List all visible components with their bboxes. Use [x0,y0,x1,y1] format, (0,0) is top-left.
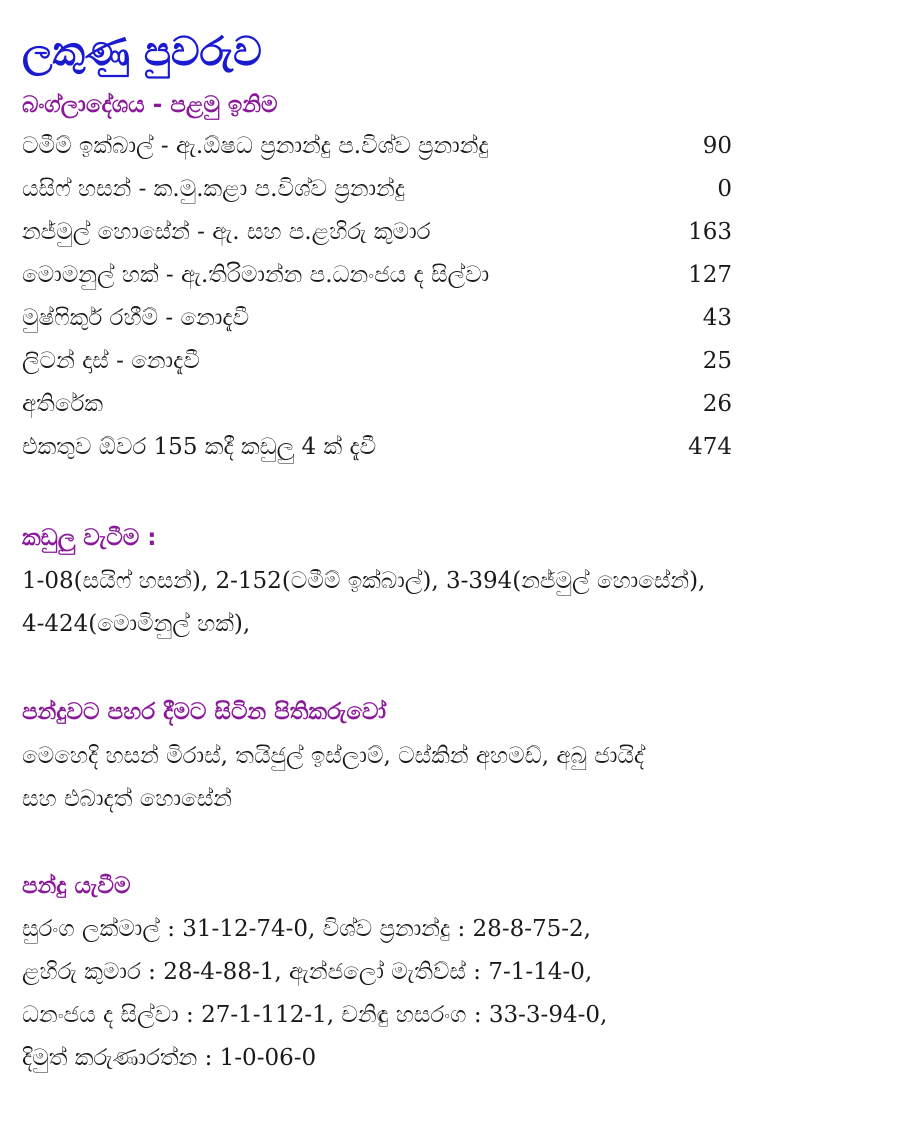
table-row [22,300,732,336]
text-line: දිමුත් කරුණාරත්න : 1-0-06-0 [22,1045,317,1071]
batsman-name: ටමීම් ඉක්බාල් - ඇ.ඕෂධ ප්‍රනාන්දු ප.විශ්ව ප්‍රනාන්දු [22,133,489,159]
bowling-heading: පන්දු යැවීම [22,873,131,899]
text-line: ළහිරු කුමාර : 28-4-88-1, ඇන්ජලෝ මැතිව්ස් : 7-1-14-0, [22,959,593,985]
extras-row [22,386,732,422]
table-row [22,171,732,207]
total-row [22,429,732,465]
text-line: මෙහෙදි හසන් මිරාස්, තයිජුල් ඉස්ලාම්, ටස්කින් අහමඩ්, අබු ජායිද් [22,743,645,769]
table-row [22,343,732,379]
bowling-text [22,908,872,1080]
page-title: ලකුණු පුවරුව [22,29,262,75]
table-row [22,128,732,164]
extras-label: අතිරේක [22,391,104,417]
batsman-name: යසිෆ් හසන් - ක.මු.කළා ප.විශ්ව ප්‍රනාන්දු [22,176,406,202]
total-runs: 474 [688,434,732,460]
innings-heading: බංග්ලාදේශය - පළමු ඉනිම [22,92,278,118]
batsman-runs: 90 [702,133,732,159]
batsman-name: මොමනුල් හක් - ඇ.තිරිමාන්න ප.ධනංජය ද සිල්වා [22,262,490,288]
batsman-runs: 163 [688,219,732,245]
table-row [22,257,732,293]
text-line: 4-424(මොමිනුල් හක්), [22,611,251,637]
text-line: 1-08(සයිෆ් හසන්), 2-152(ටමීම් ඉක්බාල්), 3-394(නජ්මුල් හොසේන්), [22,568,706,594]
batsman-name: ලිටන් දාස් - නොදැවී [22,348,200,374]
table-row [22,214,732,250]
batsman-name: මුෂ්ෆිකුර් රහීම් - නොදැවී [22,305,250,331]
batsman-name: නජ්මුල් හොසේන් - ඇ. සහ ප.ළහිරු කුමාර [22,219,431,245]
batsman-runs: 43 [702,305,732,331]
yet-to-bat-heading: පන්දුවට පහර දීමට සිටින පිතිකරුවෝ [22,699,387,725]
batsman-runs: 127 [688,262,732,288]
batsman-runs: 0 [717,176,732,202]
fall-of-wickets-text [22,560,872,646]
text-line: සහ එබාදත් හොසේන් [22,786,232,812]
fall-of-wickets-heading: කඩුලු වැටීම : [22,525,157,551]
yet-to-bat-text [22,735,872,821]
batsman-runs: 25 [702,348,732,374]
text-line: සුරංග ලක්මාල් : 31-12-74-0, විශ්ව ප්‍රනාන්දු : 28-8-75-2, [22,916,591,942]
total-label: එකතුව ඕවර 155 කදී කඩුලු 4 ක් දැවී [22,434,377,460]
text-line: ධනංජය ද සිල්වා : 27-1-112-1, චනිඳු හසරංග : 33-3-94-0, [22,1002,608,1028]
extras-runs: 26 [702,391,732,417]
